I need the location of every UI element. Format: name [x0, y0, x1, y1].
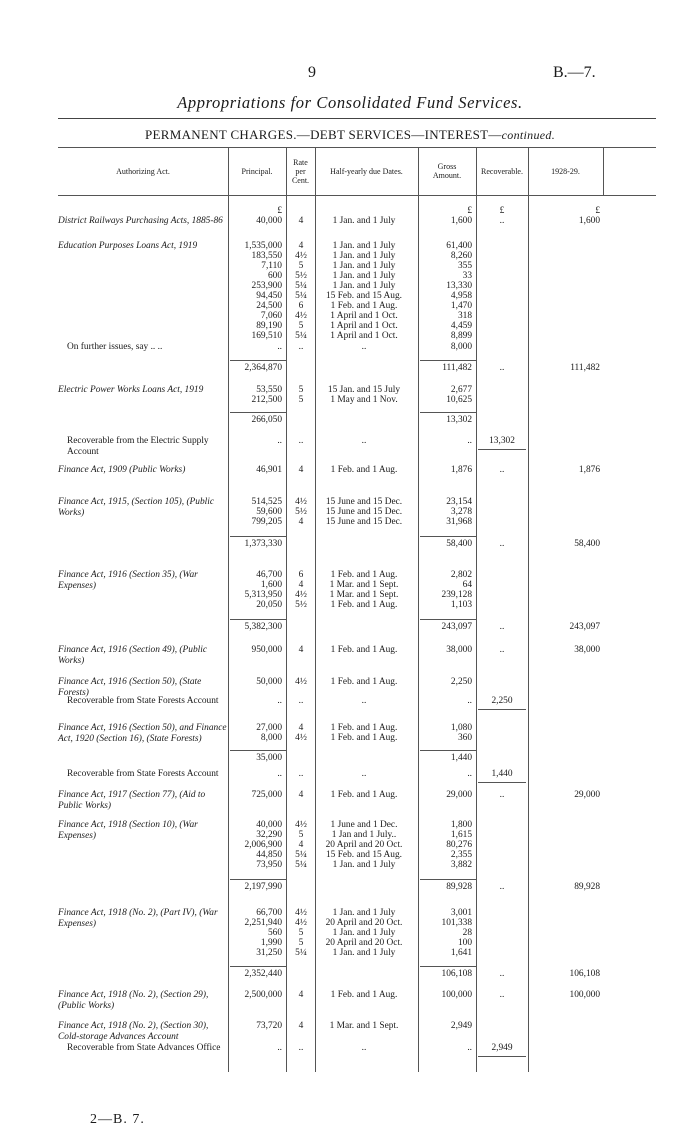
- document-reference: B.—7.: [553, 64, 596, 81]
- authorizing-act-cell: Finance Act, 1918 (No. 2), (Part IV), (War Expenses): [58, 908, 218, 929]
- rate-cell: 4: [298, 241, 304, 251]
- rate-cell: 5¼: [295, 860, 307, 870]
- rate-cell: 5: [298, 321, 304, 331]
- dates-cell: ..: [361, 769, 367, 779]
- rate-cell: 6: [298, 570, 304, 580]
- page-title: Appropriations for Consolidated Fund Services.: [177, 93, 523, 112]
- rate-cell: 4: [298, 840, 304, 850]
- principal-cell: 169,510: [251, 331, 282, 341]
- dates-cell: 1 Feb. and 1 Aug.: [330, 645, 398, 655]
- recoverable-cell: ..: [499, 216, 505, 226]
- gross-cell: ..: [467, 1043, 472, 1053]
- rate-cell: 4½: [295, 908, 307, 918]
- gross-cell: 58,400: [446, 539, 472, 549]
- recoverable-cell: ..: [499, 539, 505, 549]
- authorizing-act-cell: Recoverable from State Forests Account: [67, 769, 219, 779]
- gross-cell: 2,802: [450, 570, 472, 580]
- rate-cell: 5: [298, 395, 304, 405]
- principal-cell: 600: [267, 271, 282, 281]
- rate-cell: 4: [298, 465, 304, 475]
- dates-cell: 1 Jan. and 1 July: [332, 216, 396, 226]
- rate-cell: 4: [298, 990, 304, 1000]
- gross-cell: ..: [467, 436, 472, 446]
- gross-cell: 1,470: [450, 301, 472, 311]
- dates-cell: ..: [361, 436, 367, 446]
- authorizing-act-cell: Electric Power Works Loans Act, 1919: [58, 385, 204, 395]
- principal-cell: 53,550: [256, 385, 282, 395]
- footer-reference: 2—B. 7.: [90, 1112, 145, 1127]
- dates-cell: 1 Jan. and 1 July: [332, 860, 396, 870]
- dates-cell: 1 Feb. and 1 Aug.: [330, 465, 398, 475]
- year-cell: 1,876: [578, 465, 600, 475]
- principal-cell: 7,110: [261, 261, 282, 271]
- rate-cell: 4: [298, 645, 304, 655]
- dates-cell: 1 Jan. and 1 July: [332, 281, 396, 291]
- recoverable-cell: 2,250: [491, 696, 513, 706]
- year-cell: 1,600: [578, 216, 600, 226]
- gross-cell: 8,000: [450, 342, 472, 352]
- dates-cell: 1 Feb. and 1 Aug.: [330, 600, 398, 610]
- recoverable-rule: [478, 449, 526, 450]
- rate-cell: 4: [298, 723, 304, 733]
- subtotal-rule: [230, 360, 286, 361]
- principal-cell: 46,901: [256, 465, 282, 475]
- principal-cell: 20,050: [256, 600, 282, 610]
- rate-cell: 4: [298, 216, 304, 226]
- dates-cell: 1 Jan. and 1 July: [332, 908, 396, 918]
- year-cell: 89,928: [574, 882, 600, 892]
- principal-cell: 253,900: [251, 281, 282, 291]
- rate-cell: ..: [298, 342, 304, 352]
- gross-cell: 80,276: [446, 840, 472, 850]
- dates-cell: 1 Jan. and 1 July: [332, 271, 396, 281]
- dates-cell: 15 Feb. and 15 Aug.: [325, 291, 403, 301]
- dates-cell: 15 June and 15 Dec.: [325, 497, 403, 507]
- year-cell: 111,482: [570, 363, 600, 373]
- gross-cell: 318: [457, 311, 472, 321]
- recoverable-cell: 2,949: [491, 1043, 513, 1053]
- rate-cell: 5¼: [295, 850, 307, 860]
- principal-cell: 514,525: [251, 497, 282, 507]
- header-recoverable: Recoverable.: [481, 167, 523, 176]
- principal-cell: 32,290: [256, 830, 282, 840]
- column-divider: [476, 147, 477, 1072]
- year-cell: 243,097: [569, 622, 600, 632]
- subtotal-rule: [230, 879, 286, 880]
- gross-cell: 29,000: [446, 790, 472, 800]
- header-rate-line: per: [295, 167, 306, 176]
- rate-cell: 5¼: [295, 331, 307, 341]
- principal-cell: 2,251,940: [244, 918, 282, 928]
- dates-cell: 1 Mar. and 1 Sept.: [329, 590, 399, 600]
- rate-cell: 5: [298, 928, 304, 938]
- recoverable-cell: ..: [499, 622, 505, 632]
- subtotal-rule: [420, 879, 476, 880]
- gross-cell: 3,882: [450, 860, 472, 870]
- unit-principal: £: [277, 206, 282, 216]
- rate-cell: ..: [298, 769, 304, 779]
- subtotal-rule: [420, 619, 476, 620]
- authorizing-act-cell: Recoverable from State Forests Account: [67, 696, 219, 706]
- principal-cell: 73,950: [256, 860, 282, 870]
- dates-cell: 15 June and 15 Dec.: [325, 517, 403, 527]
- gross-cell: 1,600: [450, 216, 472, 226]
- principal-cell: 50,000: [256, 677, 282, 687]
- gross-cell: 4,958: [450, 291, 472, 301]
- dates-cell: 1 Jan. and 1 July: [332, 928, 396, 938]
- gross-cell: 2,250: [450, 677, 472, 687]
- gross-cell: 2,355: [450, 850, 472, 860]
- dates-cell: 20 April and 20 Oct.: [325, 938, 403, 948]
- dates-cell: ..: [361, 1043, 367, 1053]
- principal-cell: 46,700: [256, 570, 282, 580]
- principal-cell: 66,700: [256, 908, 282, 918]
- principal-cell: 799,205: [251, 517, 282, 527]
- rate-cell: 5: [298, 261, 304, 271]
- authorizing-act-cell: Finance Act, 1916 (Section 50), and Finance Act, 1920 (Section 16), (State Forests): [58, 723, 227, 744]
- principal-cell: 59,600: [256, 507, 282, 517]
- dates-cell: 15 June and 15 Dec.: [325, 507, 403, 517]
- principal-cell: 40,000: [256, 820, 282, 830]
- subtotal-rule: [420, 966, 476, 967]
- gross-cell: 355: [457, 261, 472, 271]
- principal-cell: 5,313,950: [244, 590, 282, 600]
- authorizing-act-cell: Finance Act, 1918 (No. 2), (Section 29), (Public Works): [58, 990, 209, 1011]
- gross-cell: 243,097: [441, 622, 472, 632]
- dates-cell: 1 April and 1 Oct.: [330, 321, 398, 331]
- principal-cell: 40,000: [256, 216, 282, 226]
- rate-cell: 5¼: [295, 281, 307, 291]
- table-top-rule: [58, 147, 656, 148]
- rate-cell: 5½: [295, 507, 307, 517]
- unit-gross: £: [467, 206, 472, 216]
- rate-cell: 5¼: [295, 291, 307, 301]
- header-rate-line: Cent.: [291, 176, 310, 185]
- header-year: 1928-29.: [551, 167, 580, 176]
- rate-cell: 4½: [295, 820, 307, 830]
- gross-cell: 106,108: [441, 969, 472, 979]
- section-title: [0, 127, 700, 143]
- recoverable-rule: [478, 1056, 526, 1057]
- dates-cell: 1 Feb. and 1 Aug.: [330, 301, 398, 311]
- rate-cell: 4½: [295, 497, 307, 507]
- dates-cell: 1 May and 1 Nov.: [330, 395, 398, 405]
- recoverable-rule: [478, 709, 526, 710]
- gross-cell: 1,440: [450, 753, 472, 763]
- gross-cell: 64: [462, 580, 472, 590]
- authorizing-act-cell: Recoverable from the Electric Supply Account: [67, 436, 209, 457]
- gross-cell: 1,103: [450, 600, 472, 610]
- principal-cell: 24,500: [256, 301, 282, 311]
- principal-cell: 7,060: [260, 311, 282, 321]
- gross-cell: 100: [457, 938, 472, 948]
- rate-cell: 4½: [295, 311, 307, 321]
- gross-cell: 3,001: [450, 908, 472, 918]
- gross-cell: 101,338: [441, 918, 472, 928]
- year-cell: 100,000: [569, 990, 600, 1000]
- year-cell: 106,108: [569, 969, 600, 979]
- authorizing-act-cell: Finance Act, 1915, (Section 105), (Public Works): [58, 497, 215, 518]
- dates-cell: 1 Feb. and 1 Aug.: [330, 790, 398, 800]
- authorizing-act-cell: Finance Act, 1918 (No. 2), (Section 30), Cold-storage Advances Account: [58, 1021, 209, 1042]
- gross-cell: 28: [462, 928, 472, 938]
- header-dates: Half-yearly due Dates.: [330, 167, 403, 176]
- gross-cell: 8,899: [450, 331, 472, 341]
- gross-cell: 1,615: [450, 830, 472, 840]
- principal-cell: 1,600: [260, 580, 282, 590]
- authorizing-act-cell: Finance Act, 1916 (Section 35), (War Expenses): [58, 570, 198, 591]
- principal-cell: ..: [277, 436, 282, 446]
- gross-cell: ..: [467, 769, 472, 779]
- subtotal-rule: [230, 619, 286, 620]
- rate-cell: ..: [298, 436, 304, 446]
- principal-cell: 2,197,990: [244, 882, 282, 892]
- principal-cell: ..: [277, 769, 282, 779]
- gross-cell: 1,876: [450, 465, 472, 475]
- recoverable-cell: ..: [499, 465, 505, 475]
- rate-cell: ..: [298, 1043, 304, 1053]
- header-gross: [418, 162, 476, 180]
- gross-cell: 239,128: [441, 590, 472, 600]
- principal-cell: 266,050: [251, 415, 282, 425]
- rate-cell: 5½: [295, 271, 307, 281]
- principal-cell: 5,382,300: [244, 622, 282, 632]
- title-rule: [58, 118, 656, 119]
- principal-cell: 2,500,000: [244, 990, 282, 1000]
- gross-cell: ..: [467, 696, 472, 706]
- gross-cell: 31,968: [446, 517, 472, 527]
- dates-cell: 20 April and 20 Oct.: [325, 918, 403, 928]
- dates-cell: 1 Jan. and 1 July: [332, 261, 396, 271]
- appropriations-table: [58, 147, 656, 1072]
- gross-cell: 13,330: [446, 281, 472, 291]
- page-number: 9: [308, 64, 316, 81]
- dates-cell: 1 Feb. and 1 Aug.: [330, 990, 398, 1000]
- section-title-main: PERMANENT CHARGES.—DEBT SERVICES—INTEREST—: [144, 127, 502, 142]
- authorizing-act-cell: Finance Act, 1916 (Section 49), (Public Works): [58, 645, 208, 666]
- rate-cell: 5: [298, 938, 304, 948]
- authorizing-act-cell: Recoverable from State Advances Office: [67, 1043, 221, 1053]
- principal-cell: 2,006,900: [244, 840, 282, 850]
- dates-cell: 1 Feb. and 1 Aug.: [330, 733, 398, 743]
- gross-cell: 38,000: [446, 645, 472, 655]
- gross-cell: 61,400: [446, 241, 472, 251]
- principal-cell: 560: [267, 928, 282, 938]
- principal-cell: ..: [277, 696, 282, 706]
- header-gross-line: Gross: [437, 162, 457, 171]
- dates-cell: ..: [361, 696, 367, 706]
- year-cell: 38,000: [574, 645, 600, 655]
- gross-cell: 1,641: [450, 948, 472, 958]
- principal-cell: 35,000: [256, 753, 282, 763]
- recoverable-cell: 13,302: [489, 436, 515, 446]
- rate-cell: 4½: [295, 918, 307, 928]
- gross-cell: 10,625: [446, 395, 472, 405]
- year-cell: 29,000: [574, 790, 600, 800]
- dates-cell: 1 Mar. and 1 Sept.: [329, 1021, 399, 1031]
- gross-cell: 33: [462, 271, 472, 281]
- recoverable-cell: ..: [499, 882, 505, 892]
- principal-cell: 31,250: [256, 948, 282, 958]
- subtotal-rule: [420, 750, 476, 751]
- gross-cell: 4,459: [450, 321, 472, 331]
- header-rate: [286, 158, 315, 185]
- principal-cell: ..: [277, 1043, 282, 1053]
- recoverable-cell: ..: [499, 969, 505, 979]
- authorizing-act-cell: Finance Act, 1916 (Section 50), (State Forests): [58, 677, 202, 698]
- authorizing-act-cell: Finance Act, 1909 (Public Works): [58, 465, 186, 475]
- recoverable-rule: [478, 782, 526, 783]
- rate-cell: 5¼: [295, 948, 307, 958]
- subtotal-rule: [420, 536, 476, 537]
- gross-cell: 360: [457, 733, 472, 743]
- gross-cell: 1,080: [450, 723, 472, 733]
- dates-cell: 1 Jan. and 1 July: [332, 251, 396, 261]
- rate-cell: 5: [298, 385, 304, 395]
- section-title-continued: continued.: [501, 128, 555, 142]
- authorizing-act-cell: Education Purposes Loans Act, 1919: [58, 241, 198, 251]
- subtotal-rule: [230, 536, 286, 537]
- principal-cell: 8,000: [260, 733, 282, 743]
- gross-cell: 100,000: [441, 990, 472, 1000]
- gross-cell: 89,928: [446, 882, 472, 892]
- dates-cell: 15 Feb. and 15 Aug.: [325, 850, 403, 860]
- principal-cell: 89,190: [256, 321, 282, 331]
- rate-cell: 5: [298, 830, 304, 840]
- principal-cell: 950,000: [251, 645, 282, 655]
- authorizing-act-cell: Finance Act, 1917 (Section 77), (Aid to Public Works): [58, 790, 206, 811]
- recoverable-cell: ..: [499, 363, 505, 373]
- rate-cell: 4½: [295, 733, 307, 743]
- dates-cell: 1 Feb. and 1 Aug.: [330, 570, 398, 580]
- principal-cell: 212,500: [251, 395, 282, 405]
- header-principal: Principal.: [241, 167, 273, 176]
- recoverable-cell: ..: [499, 790, 505, 800]
- principal-cell: 1,373,330: [244, 539, 282, 549]
- rate-cell: ..: [298, 696, 304, 706]
- principal-cell: 183,550: [251, 251, 282, 261]
- recoverable-cell: 1,440: [491, 769, 513, 779]
- subtotal-rule: [230, 966, 286, 967]
- dates-cell: 1 June and 1 Dec.: [330, 820, 398, 830]
- unit-year: £: [595, 206, 600, 216]
- dates-cell: 1 Jan. and 1 July: [332, 241, 396, 251]
- subtotal-rule: [230, 412, 286, 413]
- dates-cell: ..: [361, 342, 367, 352]
- dates-cell: 1 Jan and 1 July..: [331, 830, 397, 840]
- rate-cell: 5½: [295, 600, 307, 610]
- recoverable-cell: ..: [499, 645, 505, 655]
- principal-cell: 73,720: [256, 1021, 282, 1031]
- unit-recoverable: £: [499, 206, 505, 216]
- subtotal-rule: [420, 412, 476, 413]
- dates-cell: 15 Jan. and 15 July: [327, 385, 401, 395]
- header-bottom-rule: [58, 195, 656, 196]
- rate-cell: 6: [298, 301, 304, 311]
- year-cell: 58,400: [574, 539, 600, 549]
- dates-cell: 1 April and 1 Oct.: [330, 331, 398, 341]
- principal-cell: 1,990: [260, 938, 282, 948]
- gross-cell: 23,154: [446, 497, 472, 507]
- gross-cell: 111,482: [442, 363, 472, 373]
- rate-cell: 4: [298, 580, 304, 590]
- principal-cell: 94,450: [256, 291, 282, 301]
- gross-cell: 2,677: [450, 385, 472, 395]
- authorizing-act-cell: District Railways Purchasing Acts, 1885-86: [58, 216, 223, 226]
- rate-cell: 4½: [295, 251, 307, 261]
- dates-cell: 1 Jan. and 1 July: [332, 948, 396, 958]
- principal-cell: 1,535,000: [244, 241, 282, 251]
- principal-cell: 27,000: [256, 723, 282, 733]
- principal-cell: 2,352,440: [244, 969, 282, 979]
- principal-cell: 725,000: [251, 790, 282, 800]
- principal-cell: ..: [277, 342, 282, 352]
- rate-cell: 4: [298, 1021, 304, 1031]
- column-divider: [603, 147, 604, 195]
- gross-cell: 2,949: [450, 1021, 472, 1031]
- gross-cell: 3,278: [450, 507, 472, 517]
- rate-cell: 4½: [295, 677, 307, 687]
- rate-cell: 4½: [295, 590, 307, 600]
- dates-cell: 1 Feb. and 1 Aug.: [330, 723, 398, 733]
- header-authorizing-act: Authorizing Act.: [116, 167, 170, 176]
- principal-cell: 2,364,870: [244, 363, 282, 373]
- principal-cell: 44,850: [256, 850, 282, 860]
- gross-cell: 13,302: [446, 415, 472, 425]
- header-rate-line: Rate: [293, 158, 308, 167]
- recoverable-cell: ..: [499, 990, 505, 1000]
- rate-cell: 4: [298, 517, 304, 527]
- subtotal-rule: [420, 360, 476, 361]
- subtotal-rule: [230, 750, 286, 751]
- dates-cell: 1 April and 1 Oct.: [330, 311, 398, 321]
- dates-cell: 1 Feb. and 1 Aug.: [330, 677, 398, 687]
- gross-cell: 8,260: [450, 251, 472, 261]
- dates-cell: 1 Mar. and 1 Sept.: [329, 580, 399, 590]
- authorizing-act-cell: Finance Act, 1918 (Section 10), (War Expenses): [58, 820, 198, 841]
- column-divider: [286, 147, 287, 1072]
- gross-cell: 1,800: [450, 820, 472, 830]
- column-divider: [528, 147, 529, 1072]
- rate-cell: 4: [298, 790, 304, 800]
- header-gross-line: Amount.: [432, 171, 462, 180]
- dates-cell: 20 April and 20 Oct.: [325, 840, 403, 850]
- authorizing-act-cell: On further issues, say .. ..: [67, 342, 163, 352]
